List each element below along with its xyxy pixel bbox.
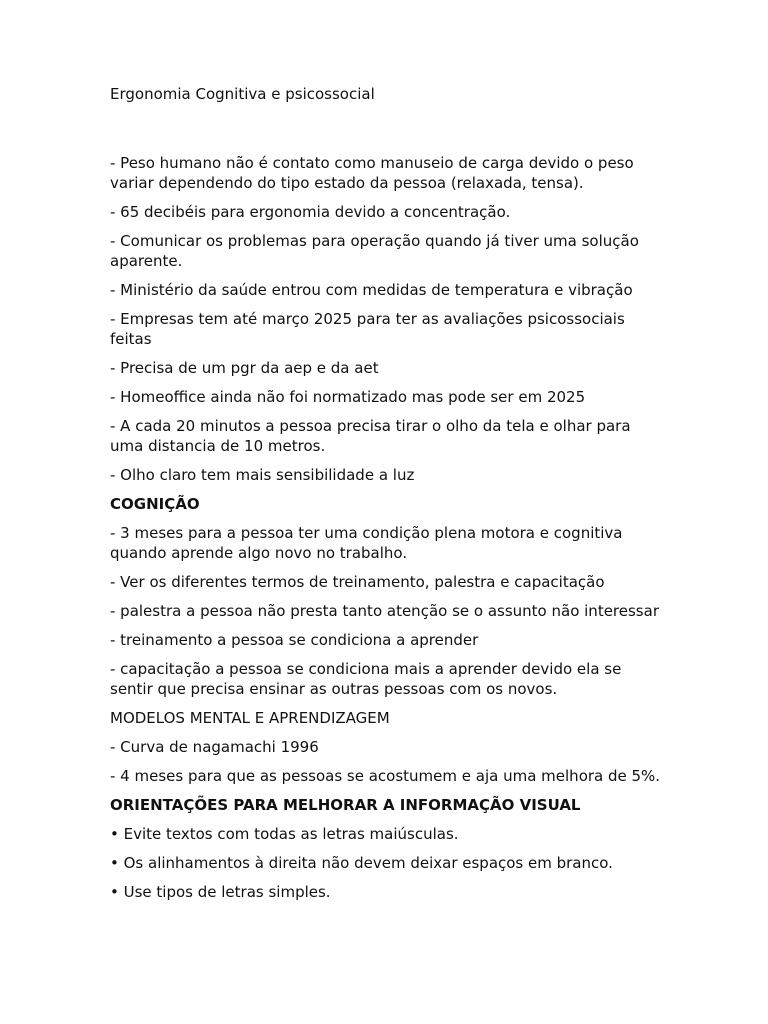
paragraph-peso-humano: - Peso humano não é contato como manuseio de carga devido o peso variar dependendo do tipo estado da pessoa (relaxada, tensa). [110, 154, 634, 192]
document-title: Ergonomia Cognitiva e psicossocial [110, 85, 375, 103]
paragraph-pgr: - Precisa de um pgr da aep e da aet [110, 359, 379, 377]
paragraph-4-meses: - 4 meses para que as pessoas se acostumem e aja uma melhora de 5%. [110, 767, 661, 785]
paragraph-palestra: - palestra a pessoa não presta tanto atenção se o assunto não interessar [110, 602, 659, 620]
paragraph-3-meses: - 3 meses para a pessoa ter uma condição plena motora e cognitiva quando aprende algo novo no trabalho. [110, 524, 623, 562]
paragraph-comunicar-problemas: - Comunicar os problemas para operação quando já tiver uma solução aparente. [110, 232, 639, 270]
heading-orientacoes: ORIENTAÇÕES PARA MELHORAR A INFORMAÇÃO VISUAL [110, 796, 581, 814]
heading-modelos-mental: MODELOS MENTAL E APRENDIZAGEM [110, 709, 390, 727]
paragraph-homeoffice: - Homeoffice ainda não foi normatizado mas pode ser em 2025 [110, 388, 586, 406]
paragraph-ministerio-saude: - Ministério da saúde entrou com medidas de temperatura e vibração [110, 281, 633, 299]
paragraph-empresas-prazo: - Empresas tem até março 2025 para ter as avaliações psicossociais feitas [110, 310, 625, 348]
heading-cognicao: COGNIÇÃO [110, 495, 200, 513]
paragraph-capacitacao: - capacitação a pessoa se condiciona mais a aprender devido ela se sentir que precisa ensinar as outras pessoas com os novos. [110, 660, 622, 698]
paragraph-decibeis: - 65 decibéis para ergonomia devido a concentração. [110, 203, 511, 221]
paragraph-termos: - Ver os diferentes termos de treinamento, palestra e capacitação [110, 573, 605, 591]
bullet-alinhamentos: • Os alinhamentos à direita não devem deixar espaços em branco. [110, 854, 613, 872]
paragraph-curva-nagamachi: - Curva de nagamachi 1996 [110, 738, 319, 756]
paragraph-20-minutos: - A cada 20 minutos a pessoa precisa tirar o olho da tela e olhar para uma distancia de 10 metros. [110, 417, 631, 455]
paragraph-treinamento: - treinamento a pessoa se condiciona a aprender [110, 631, 479, 649]
paragraph-olho-claro: - Olho claro tem mais sensibilidade a luz [110, 466, 415, 484]
bullet-evite-maiusculas: • Evite textos com todas as letras maiúsculas. [110, 825, 459, 843]
bullet-tipos-letras: • Use tipos de letras simples. [110, 883, 331, 901]
